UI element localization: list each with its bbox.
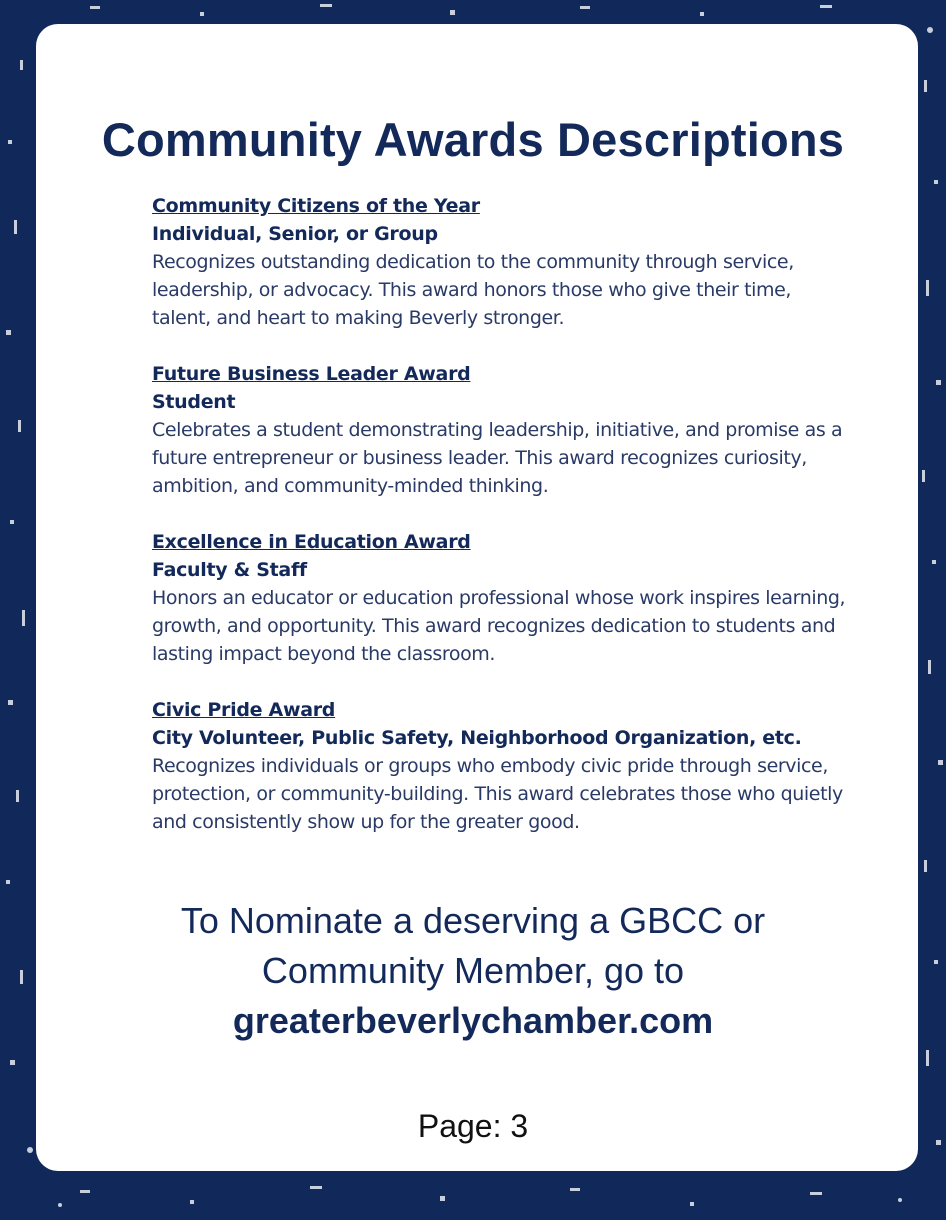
award-description: Honors an educator or education professional whose work inspires learning, growth, and opportunity. This award recognizes dedication to students and lasting impact beyond the classroom. (152, 587, 846, 665)
award-name: Community Citizens of the Year (152, 195, 480, 217)
award-description: Recognizes individuals or groups who embody civic pride through service, protection, or community-building. This award celebrates those who quietly and consistently show up for the greater good. (152, 755, 843, 833)
cta-line-2: Community Member, go to (261, 950, 685, 991)
award-name: Future Business Leader Award (152, 363, 471, 385)
page-number: Page: 3 (417, 1108, 529, 1144)
award-description: Celebrates a student demonstrating leadership, initiative, and promise as a future entrepreneur or business leader. This award recognizes curiosity, ambition, and community-minded thinking. (152, 419, 843, 497)
award-category: Individual, Senior, or Group (152, 223, 438, 245)
award-category: Faculty & Staff (152, 559, 307, 581)
nomination-callout (0, 896, 946, 1046)
award-item (152, 696, 852, 836)
award-item (152, 528, 852, 668)
award-description: Recognizes outstanding dedication to the community through service, leadership, or advocacy. This award honors those who give their time, talent, and heart to making Beverly stronger. (152, 251, 794, 329)
awards-list (152, 192, 852, 864)
award-item (152, 360, 852, 500)
page-title: Community Awards Descriptions (101, 113, 845, 166)
website-link[interactable]: greaterbeverlychamber.com (232, 1000, 714, 1041)
award-name: Civic Pride Award (152, 699, 336, 721)
award-name: Excellence in Education Award (152, 531, 471, 553)
award-category: Student (152, 391, 236, 413)
cta-line-1: To Nominate a deserving a GBCC or (180, 900, 766, 941)
award-item (152, 192, 852, 332)
award-category: City Volunteer, Public Safety, Neighborhood Organization, etc. (152, 727, 802, 749)
